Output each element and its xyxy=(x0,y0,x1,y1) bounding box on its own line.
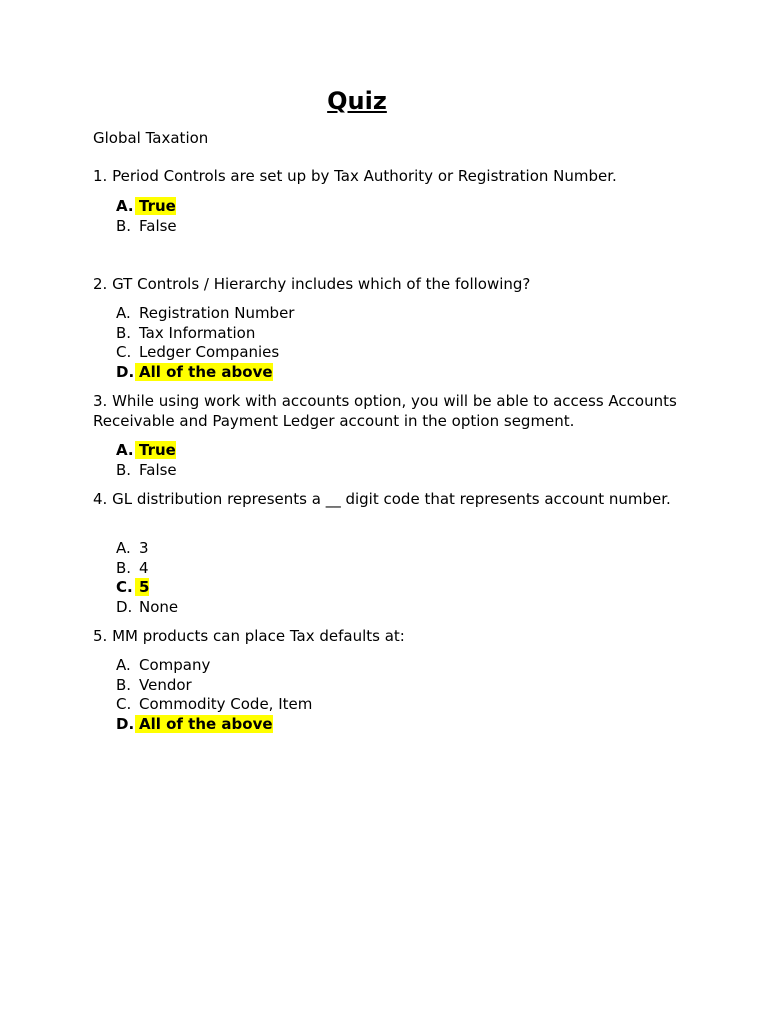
option-2b xyxy=(116,324,294,344)
option-text: All of the above xyxy=(135,363,273,381)
question-2: 2. GT Controls / Hierarchy includes which of the following? xyxy=(93,275,531,293)
option-3b xyxy=(116,461,177,481)
option-letter: A. xyxy=(116,441,134,459)
option-text: 5 xyxy=(135,578,149,596)
option-letter: C. xyxy=(116,578,133,596)
option-letter: A. xyxy=(116,539,131,557)
option-5a xyxy=(116,656,312,676)
option-text: True xyxy=(135,197,176,215)
option-letter: D. xyxy=(116,362,135,381)
option-text: True xyxy=(135,441,176,459)
option-letter: B. xyxy=(116,558,132,577)
option-letter: D. xyxy=(116,714,135,733)
option-4d xyxy=(116,598,178,618)
option-4a xyxy=(116,539,178,559)
question-5-options xyxy=(116,656,312,734)
question-1: 1. Period Controls are set up by Tax Authority or Registration Number. xyxy=(93,167,617,185)
option-text: False xyxy=(139,216,177,235)
option-letter: B. xyxy=(116,323,132,342)
option-5c xyxy=(116,695,312,715)
option-3a xyxy=(116,441,177,461)
option-2d xyxy=(116,363,294,383)
option-1b xyxy=(116,217,177,237)
page-title: Quiz xyxy=(327,87,387,115)
question-3: 3. While using work with accounts option, you will be able to access Accounts Receivable and Payment Ledger account in the option segment. xyxy=(93,392,677,430)
option-letter: B. xyxy=(116,460,132,479)
option-4b xyxy=(116,559,178,579)
quiz-subtitle: Global Taxation xyxy=(93,129,209,147)
option-5b xyxy=(116,676,312,696)
option-text: All of the above xyxy=(135,715,273,733)
option-text: 3 xyxy=(139,539,149,557)
option-text: Vendor xyxy=(139,675,192,694)
question-1-options xyxy=(116,197,177,236)
option-text: 4 xyxy=(139,558,149,577)
option-text: Tax Information xyxy=(139,323,256,342)
question-3-options xyxy=(116,441,177,480)
option-letter: C. xyxy=(116,695,132,713)
option-letter: A. xyxy=(116,304,131,322)
question-4-options xyxy=(116,539,178,617)
question-2-options xyxy=(116,304,294,382)
option-letter: A. xyxy=(116,656,131,674)
option-letter: C. xyxy=(116,343,132,361)
option-letter: A. xyxy=(116,197,134,215)
option-text: Company xyxy=(139,656,211,674)
option-4c xyxy=(116,578,178,598)
question-5: 5. MM products can place Tax defaults at: xyxy=(93,627,405,645)
option-2a xyxy=(116,304,294,324)
option-letter: B. xyxy=(116,216,132,235)
option-letter: D. xyxy=(116,597,133,616)
option-2c xyxy=(116,343,294,363)
option-text: Commodity Code, Item xyxy=(139,695,313,713)
option-1a xyxy=(116,197,177,217)
option-5d xyxy=(116,715,312,735)
option-text: Ledger Companies xyxy=(139,343,280,361)
option-text: Registration Number xyxy=(139,304,295,322)
option-text: None xyxy=(139,597,179,616)
option-letter: B. xyxy=(116,675,132,694)
question-4: 4. GL distribution represents a __ digit code that represents account number. xyxy=(93,490,671,508)
option-text: False xyxy=(139,460,177,479)
